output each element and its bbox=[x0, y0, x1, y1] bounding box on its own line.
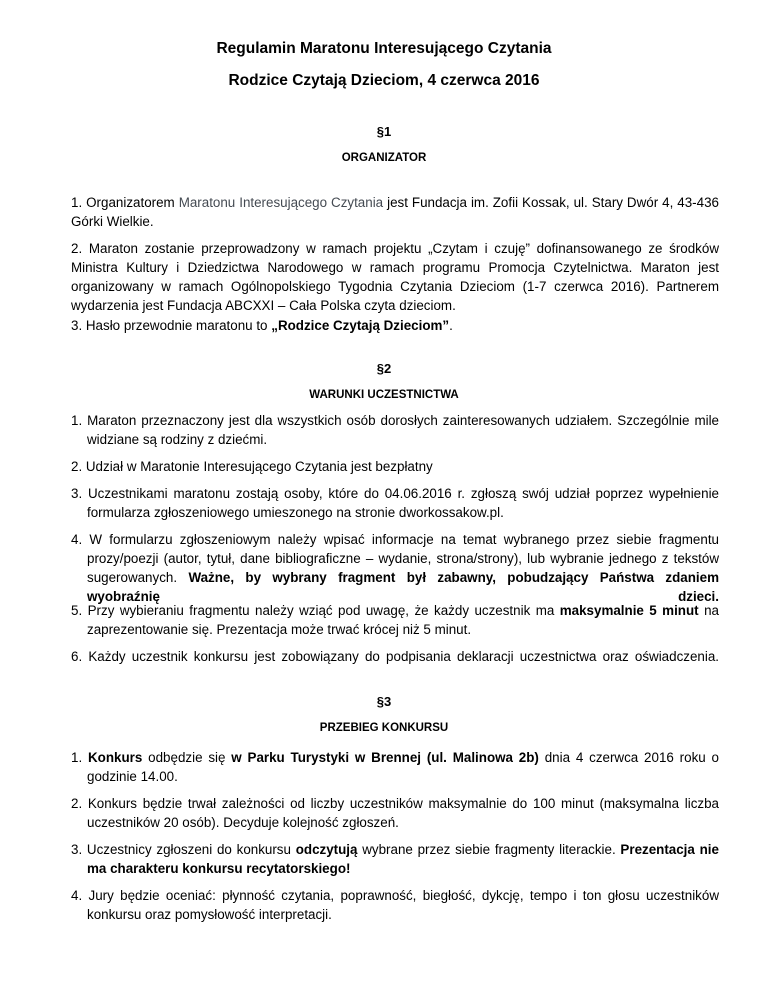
section-1-paragraph-1: 1. Organizatorem Maratonu Interesującego Czytania jest Fundacja im. Zofii Kossak, ul. Stary Dwór 4, 43-436 Górki Wielkie. bbox=[71, 195, 719, 229]
section-2-item-2: 2. Udział w Maratonie Interesującego Czytania jest bezpłatny bbox=[71, 459, 433, 474]
document-title: Regulamin Maratonu Interesującego Czytania bbox=[216, 40, 552, 57]
section-3-item-4: 4. Jury będzie oceniać: płynność czytania, poprawność, biegłość, dykcję, tempo i ton głosu uczestników konkursu oraz pomysłowość interpretacji. bbox=[71, 888, 719, 922]
section-2-item-5: 5. Przy wybieraniu fragmentu należy wziąć pod uwagę, że każdy uczestnik ma maksymalnie 5 minut na zaprezentowanie się. Prezentacja może trwać krócej niż 5 minut. bbox=[71, 603, 719, 637]
section-2-heading: WARUNKI UCZESTNICTWA bbox=[309, 389, 459, 401]
document-subtitle: Rodzice Czytają Dzieciom, 4 czerwca 2016 bbox=[228, 72, 540, 89]
maraton-name: Maratonu Interesującego Czytania bbox=[178, 195, 384, 210]
section-3-heading: PRZEBIEG KONKURSU bbox=[319, 722, 449, 734]
section-3-item-3: 3. Uczestnicy zgłoszeni do konkursu odczytują wybrane przez siebie fragmenty literackie. Prezentacja nie ma charakteru konkursu recytatorskiego! bbox=[71, 842, 719, 876]
section-3-item-1: 1. Konkurs odbędzie się w Parku Turystyki w Brennej (ul. Malinowa 2b) dnia 4 czerwca 2016 roku o godzinie 14.00. bbox=[71, 750, 719, 784]
section-1-paragraph-3: 3. Hasło przewodnie maratonu to „Rodzice Czytają Dzieciom”. bbox=[71, 318, 453, 333]
section-2-item-6: 6. Każdy uczestnik konkursu jest zobowiązany do podpisania deklaracji uczestnictwa oraz oświadczenia. bbox=[71, 649, 719, 664]
section-1-paragraph-2: 2. Maraton zostanie przeprowadzony w ramach projektu „Czytam i czuję” dofinansowanego ze środków Ministra Kultury i Dziedzictwa Narodowego w ramach programu Promocja Czytelnictwa. Maraton jest organizowany w ramach Ogólnopolskiego Tygodnia Czytania Dzieciom (1-7 czerwca 2016). Partnerem wydarzenia jest Fundacja ABCXXI – Cała Polska czyta dzieciom. bbox=[71, 241, 719, 313]
section-2-item-1: 1. Maraton przeznaczony jest dla wszystkich osób dorosłych zainteresowanych udziałem. Szczególnie mile widziane są rodziny z dziećmi. bbox=[71, 413, 719, 447]
section-1-mark: §1 bbox=[376, 124, 392, 139]
section-2-item-4: 4. W formularzu zgłoszeniowym należy wpisać informacje na temat wybranego przez siebie fragmentu prozy/poezji (autor, tytuł, dane bibliograficzne – wydanie, strona/strony), lub wybranie jednego z tekstów sugerowanych. Ważne, by wybrany fragment był zabawny, pobudzający Państwa zdaniem wyobraźnię dzieci. bbox=[71, 532, 719, 604]
section-3-mark: §3 bbox=[376, 694, 392, 709]
section-2-mark: §2 bbox=[376, 361, 392, 376]
section-2-item-3: 3. Uczestnikami maratonu zostają osoby, które do 04.06.2016 r. zgłoszą swój udział poprzez wypełnienie formularza zgłoszeniowego umieszonego na stronie dworkossakow.pl. bbox=[71, 486, 719, 520]
section-3-item-2: 2. Konkurs będzie trwał zależności od liczby uczestników maksymalnie do 100 minut (maksymalna liczba uczestników 20 osób). Decyduje kolejność zgłoszeń. bbox=[71, 796, 719, 830]
section-1-heading: ORGANIZATOR bbox=[341, 152, 427, 164]
